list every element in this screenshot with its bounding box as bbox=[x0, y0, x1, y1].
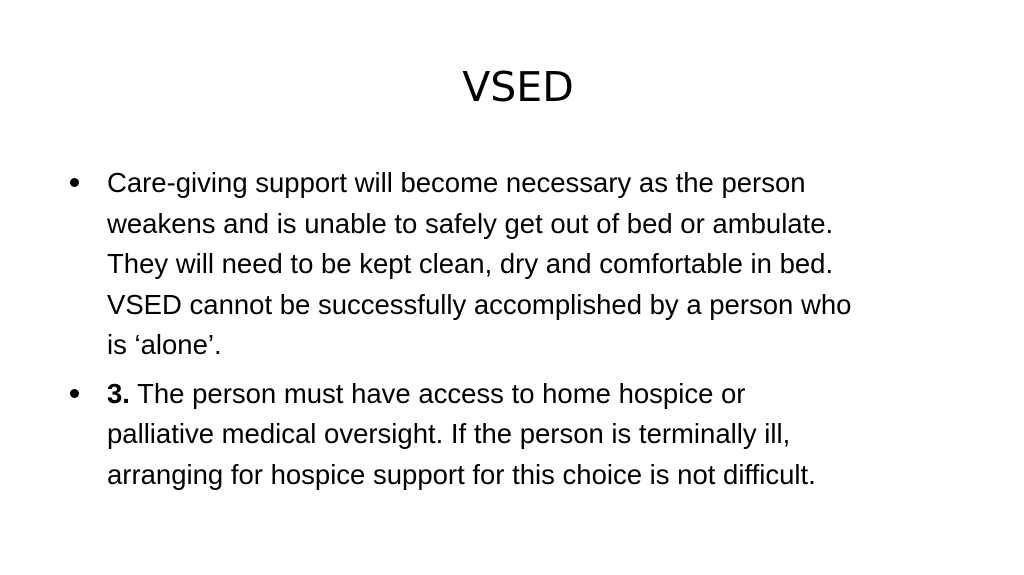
bullet-text-line: They will need to be kept clean, dry and comfortable in bed. bbox=[107, 248, 834, 279]
bullet-text-line: is ‘alone’. bbox=[107, 329, 222, 360]
bullet-list bbox=[70, 163, 970, 503]
slide-title: VSED bbox=[462, 63, 574, 111]
bullet-number: 3. bbox=[107, 377, 130, 409]
bullet-text-fragment: The person must have access to home hospice or bbox=[129, 377, 746, 409]
bullet-text-line: Care-giving support will become necessary as the person bbox=[107, 167, 806, 198]
bullet-text-line: VSED cannot be successfully accomplished by a person who bbox=[107, 288, 852, 320]
bullet-text-line: weakens and is unable to safely get out of bed or ambulate. bbox=[107, 207, 834, 239]
bullet-item-caregiving bbox=[70, 163, 970, 366]
bullet-dot-icon bbox=[70, 389, 79, 398]
bullet-dot-icon bbox=[70, 178, 79, 187]
bullet-text-line bbox=[107, 374, 970, 415]
bullet-text-line: arranging for hospice support for this choice is not difficult. bbox=[107, 458, 816, 490]
bullet-item-hospice bbox=[70, 374, 970, 496]
bullet-text-line: palliative medical oversight. If the person is terminally ill, bbox=[107, 418, 791, 449]
